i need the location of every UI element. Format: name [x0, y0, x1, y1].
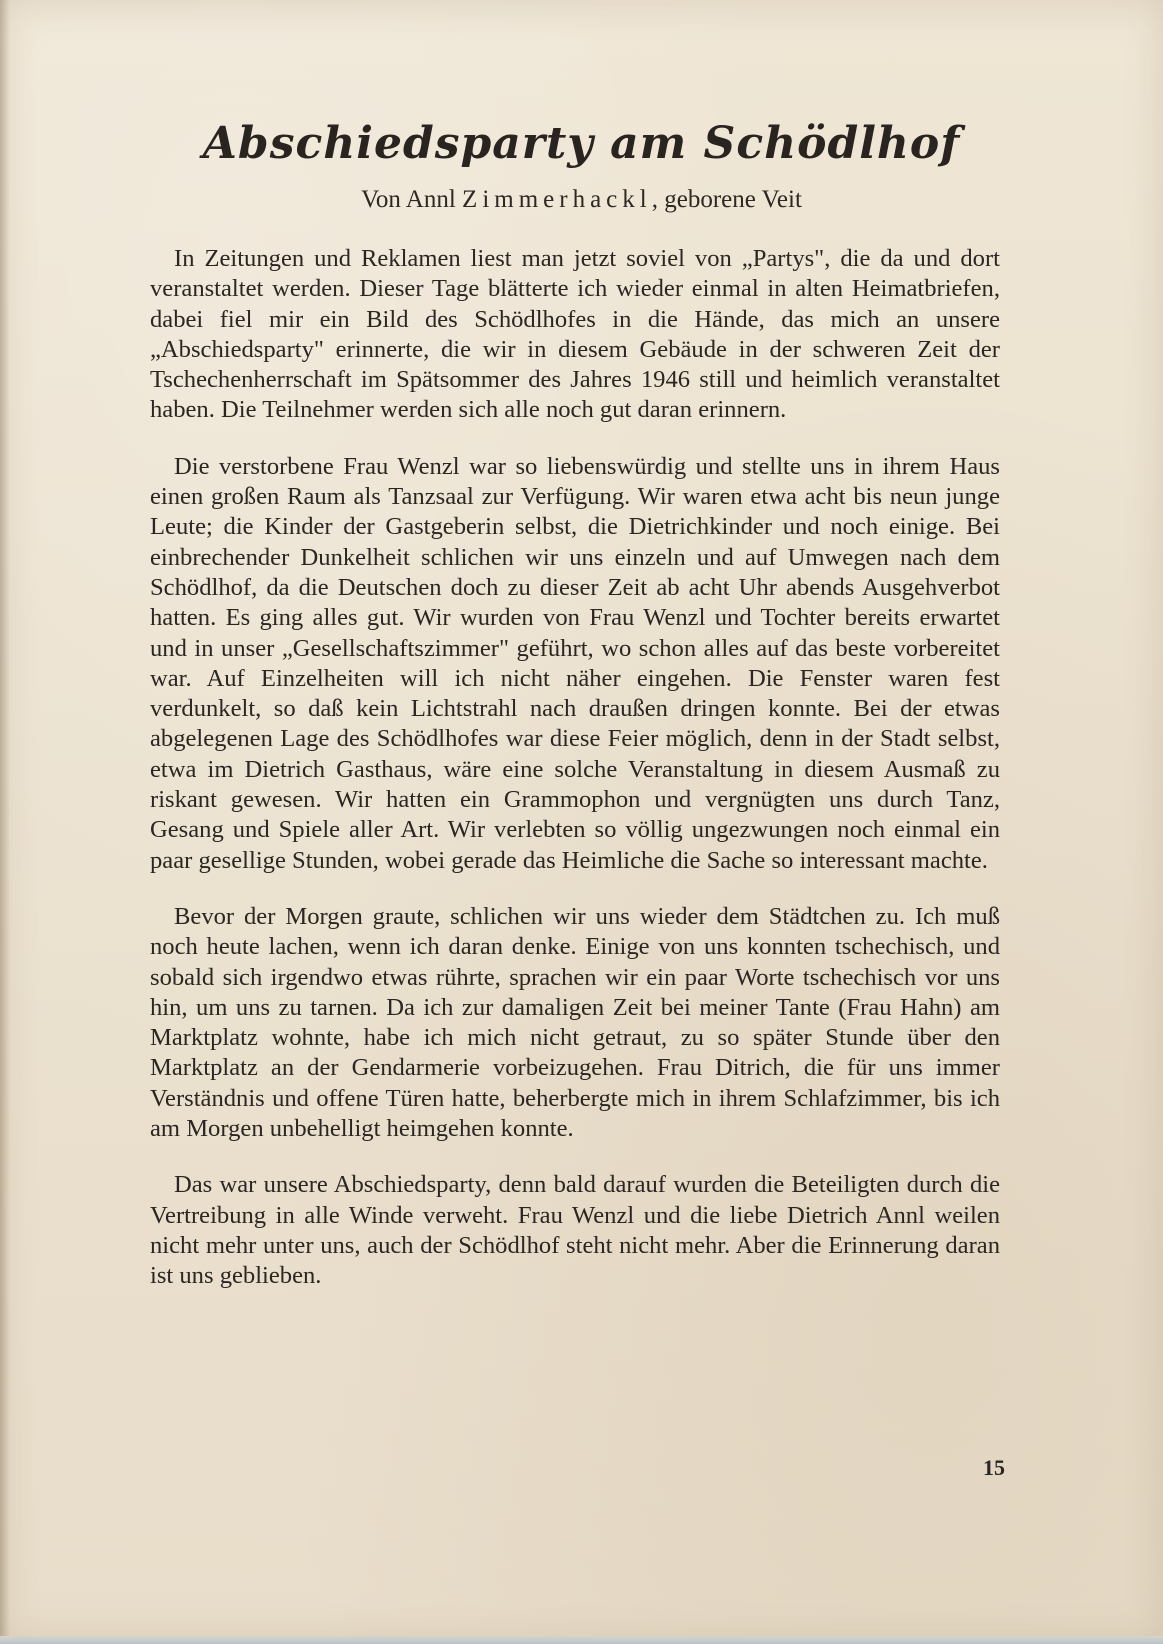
byline-prefix: Von Annl — [361, 186, 456, 213]
paragraph-3: Bevor der Morgen graute, schlichen wir uns wieder dem Städtchen zu. Ich muß noch heute lachen, wenn ich daran denke. Einige von uns konnten tschechisch, und sobald sich irgendwo etwas rührte, sprachen wir ein paar Worte tschechisch vor uns hin, um uns zu tarnen. Da ich zur damaligen Zeit bei meiner Tante (Frau Hahn) am Marktplatz wohnte, habe ich mich nicht getraut, zu so später Stunde über den Marktplatz an der Gendarmerie vorbeizugehen. Frau Ditrich, die für uns immer Verständnis und offene Türen hatte, beherbergte mich in ihrem Schlafzimmer, bis ich am Morgen unbehelligt heimgehen konnte. — [150, 902, 1000, 1143]
paragraph-4: Das war unsere Abschiedsparty, denn bald darauf wurden die Beteiligten durch die Vertreibung in alle Winde verweht. Frau Wenzl und die liebe Dietrich Annl weilen nicht mehr unter uns, auch der Schödlhof steht nicht mehr. Aber die Erinnerung daran ist uns geblieben. — [150, 1171, 1000, 1290]
article-title: Abschiedsparty am Schödlhof — [202, 118, 961, 169]
byline-suffix: , geborene Veit — [651, 186, 802, 213]
paragraph-2: Die verstorbene Frau Wenzl war so liebenswürdig und stellte uns in ihrem Haus einen großen Raum als Tanzsaal zur Verfügung. Wir waren etwa acht bis neun junge Leute; die Kinder der Gastgeberin selbst, die Dietrichkinder und noch einige. Bei einbrechender Dunkelheit schlichen wir uns einzeln und auf Umwegen nach dem Schödlhof, da die Deutschen doch zu dieser Zeit ab acht Uhr abends Ausgehverbot hatten. Es ging alles gut. Wir wurden von Frau Wenzl und Tochter bereits erwartet und in unser „Gesellschaftszimmer" geführt, wo schon alles auf das beste vorbereitet war. Auf Einzelheiten will ich nicht näher eingehen. Die Fenster waren fest verdunkelt, so daß kein Lichtstrahl nach draußen dringen konnte. Bei der etwas abgelegenen Lage des Schödlhofes war diese Feier möglich, denn in der Stadt selbst, etwa im Dietrich Gasthaus, wäre eine solche Veranstaltung in diesem Ausmaß zu riskant gewesen. Wir hatten ein Grammophon und vergnügten uns durch Tanz, Gesang und Spiele aller Art. Wir verlebten so völlig ungezwungen noch einmal ein paar gesellige Stunden, wobei gerade das Heimliche die Sache so interessant machte. — [150, 452, 1000, 874]
paragraph-1: In Zeitungen und Reklamen liest man jetzt soviel von „Partys", die da und dort veranstaltet werden. Dieser Tage blätterte ich wieder einmal in alten Heimatbriefen, dabei fiel mir ein Bild des Schödlhofes in die Hände, das mich an unsere „Abschiedsparty" erinnerte, die wir in diesem Gebäude in der schweren Zeit der Tschechenherrschaft im Spätsommer des Jahres 1946 still und heimlich veranstaltet haben. Die Teilnehmer werden sich alle noch gut daran erinnern. — [150, 245, 1000, 424]
page-bottom-edge — [0, 1636, 1163, 1644]
byline-surname: Zimmerhackl — [462, 186, 652, 213]
page-number: 15 — [983, 1455, 1005, 1480]
page-spine-shadow — [0, 0, 10, 1644]
author-byline — [0, 186, 1163, 214]
article-body — [150, 244, 1000, 1318]
